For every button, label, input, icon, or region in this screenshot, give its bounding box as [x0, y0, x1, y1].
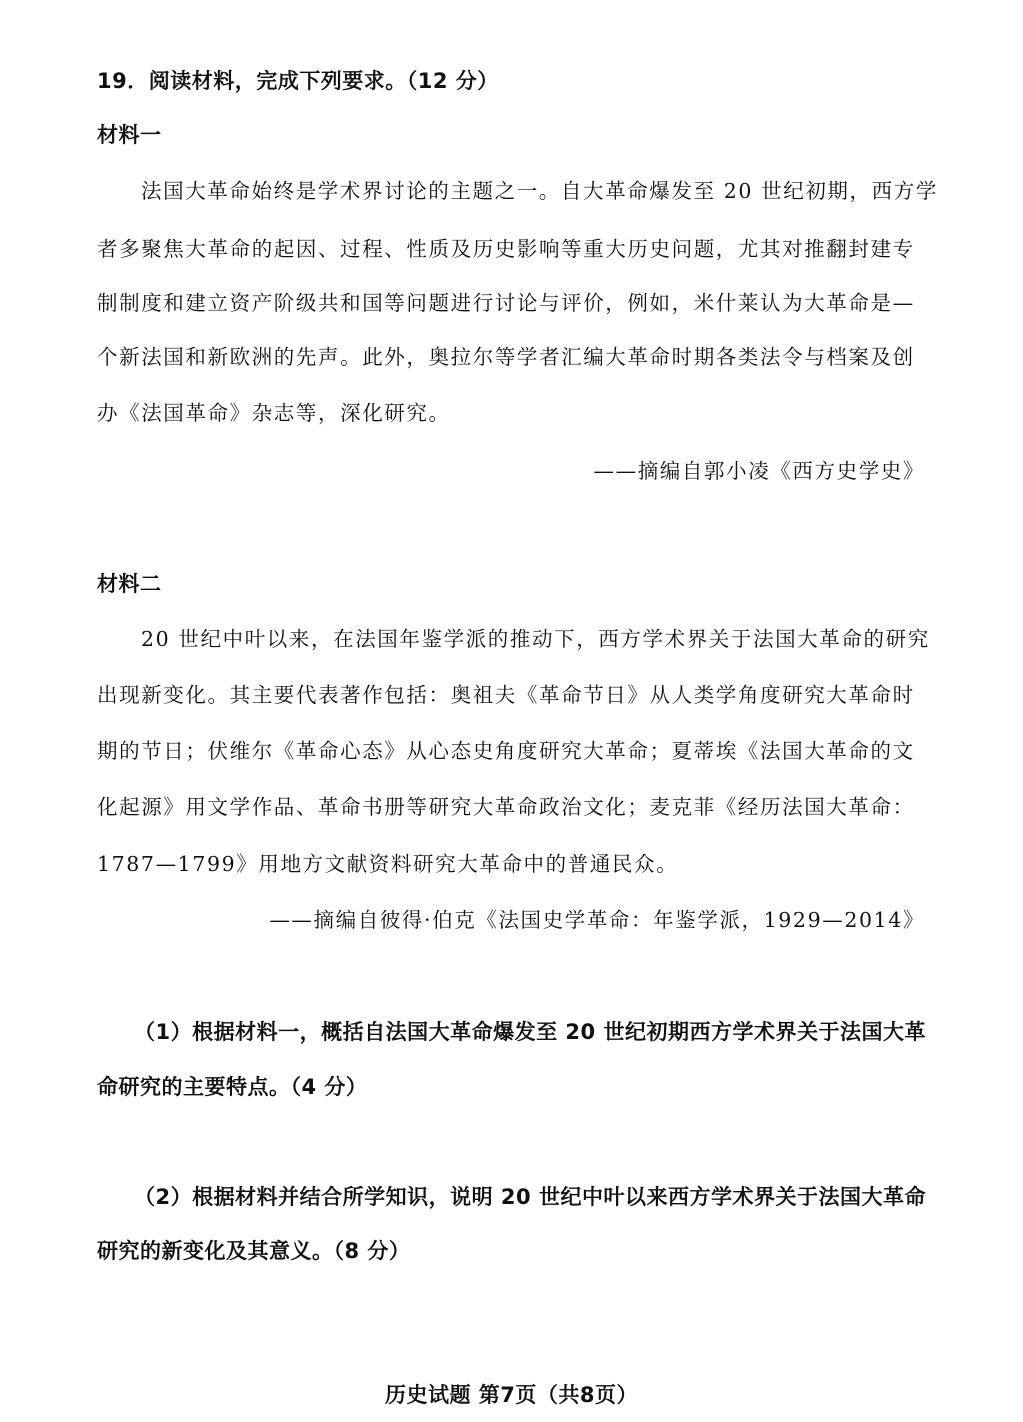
- material-one-line-3: 制制度和建立资产阶级共和国等问题进行讨论与评价，例如，米什莱认为大革命是—: [97, 291, 915, 315]
- material-two-source: ——摘编自彼得·伯克《法国史学革命：年鉴学派，1929—2014》: [269, 908, 925, 932]
- material-two-line-2: 出现新变化。其主要代表著作包括：奥祖夫《革命节日》从人类学角度研究大革命时: [97, 683, 915, 707]
- sub-question-2-line-2: 研究的新变化及其意义。（8 分）: [97, 1239, 411, 1263]
- material-one-line-4: 个新法国和新欧洲的先声。此外，奥拉尔等学者汇编大革命时期各类法令与档案及创: [97, 345, 915, 369]
- question-heading: 19．阅读材料，完成下列要求。（12 分）: [97, 69, 499, 93]
- sub-question-1-line-1: （1）根据材料一，概括自法国大革命爆发至 20 世纪初期西方学术界关于法国大革: [134, 1020, 926, 1044]
- material-two-label: 材料二: [97, 572, 162, 596]
- material-two-line-4: 化起源》用文学作品、革命书册等研究大革命政治文化；麦克菲《经历法国大革命：: [97, 795, 915, 819]
- material-two-line-3: 期的节日；伏维尔《革命心态》从心态史角度研究大革命；夏蒂埃《法国大革命的文: [97, 739, 915, 763]
- sub-question-1-line-2: 命研究的主要特点。（4 分）: [97, 1075, 368, 1099]
- material-one-source: ——摘编自郭小凌《西方史学史》: [593, 459, 925, 483]
- material-one-line-1: 法国大革命始终是学术界讨论的主题之一。自大革命爆发至 20 世纪初期，西方学: [141, 179, 938, 203]
- material-two-line-5: 1787—1799》用地方文献资料研究大革命中的普通民众。: [97, 852, 679, 876]
- material-two-line-1: 20 世纪中叶以来，在法国年鉴学派的推动下，西方学术界关于法国大革命的研究: [141, 627, 930, 651]
- material-one-line-2: 者多聚焦大革命的起因、过程、性质及历史影响等重大历史问题，尤其对推翻封建专: [97, 237, 915, 261]
- sub-question-2-line-1: （2）根据材料并结合所学知识，说明 20 世纪中叶以来西方学术界关于法国大革命: [134, 1185, 926, 1209]
- page-footer: 历史试题 第7页（共8页）: [384, 1383, 639, 1407]
- material-one-line-5: 办《法国革命》杂志等，深化研究。: [97, 401, 451, 425]
- material-one-label: 材料一: [97, 123, 162, 147]
